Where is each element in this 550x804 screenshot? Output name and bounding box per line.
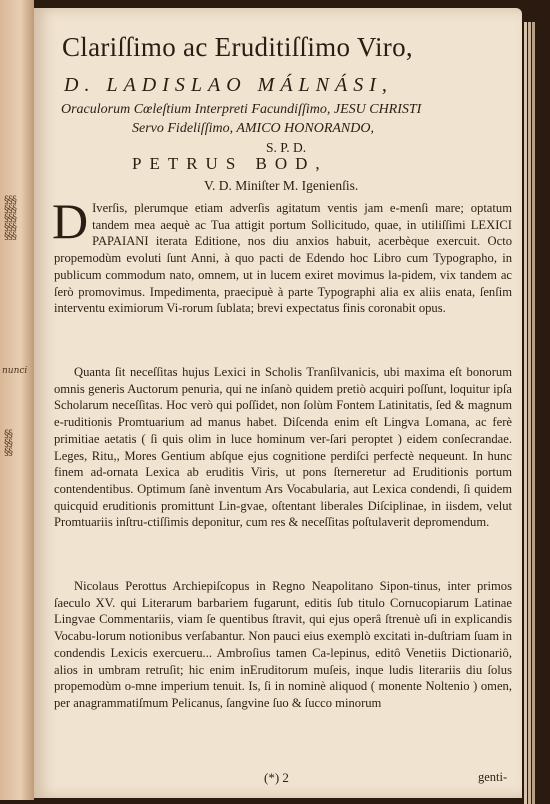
paragraph-text: Iverſis, plerumque etiam adverſis agitatum ventis jam e-menſi mare; optatum tandem mea aequè ac Tua attigit portum Sollicitudo, quae, in utiliſſimi LEXICI PAPAIANI iterata Editione, nos diu anxios habuit, acerbèque exercuit. Octo propemodùm evoluti ſunt Anni, à quo pacti de Edendo hoc Libro cum Typographo, in publicum commodum nato, omnem, ut in lucem exiret movimus la-pidem, vix tandem ac ſerò promovimus. Impedimenta, praecipuè à parte Typographi alia ex aliis enata, ſenſim interventu eximiorum Vi-rorum ſublata; brevi expectatus finis coronabit opus. <box>54 201 512 316</box>
paragraph <box>54 578 512 712</box>
page-edge <box>532 22 535 804</box>
recipient-description: Servo Fideliſſimo, AMICO HONORANDO, <box>132 121 374 136</box>
salutation: S. P. D. <box>266 140 307 155</box>
drop-cap: D <box>52 193 89 249</box>
left-page-edge <box>0 0 34 800</box>
recipient-name: D. LADISLAO MÁLNÁSI, <box>64 74 393 96</box>
sender-title: V. D. Miniſter M. Igenienſis. <box>204 178 359 193</box>
left-page-word: nunci <box>2 366 28 376</box>
book-page <box>34 8 522 798</box>
catchword: genti- <box>478 770 508 784</box>
page-edge <box>528 22 531 804</box>
recipient-description: Oraculorum Cœleſtium Interpreti Facundiſſimo, JESU CHRISTI <box>61 102 422 117</box>
ornament-icon: §§ §§ §§ <box>4 429 12 458</box>
paragraph-text: Quanta ſit neceſſitas hujus Lexici in Scholis Tranſilvanicis, ubi maxima eſt bonorum omnis generis Auctorum penuria, qui ne inſanò quidem pretiò acquiri poſſunt, loquitur ipſa Scholarum neceſſitas. Hoc verò qui poſſidet, non ſolùm Fontem Latinitatis, ſed & magnum e-ruditionis Promtuarium ad manus habet. Diſcenda enim eſt Lingva Lomana, ac ferè primitiae aetatis ( ſi quis olim in luce hominum ver-ſari peroptet ) eidem conſecrandae. Leges, Ritu,, Mores Gentium abſque ejus cognitione perdiſci perfectè nequeunt. In hunc finem ad-ornata Lexica ab eruditis Viris, ut pons ſterneretur ad Eruditionis portum contendentibus. Optimum ſanè inventum Ars Vocabularia, aut Lexica condendi, ſi quidem quicquid eruditionis promittunt Lin-gvae, oſtentant liberales Diſciplinae, in iisdem, velut Promtuariis inſtru-ctiſſimis deponitur, cum res & neceſſitas poſtulaverit depromendum. <box>54 365 512 530</box>
dedication-title: Clariſſimo ac Eruditiſſimo Viro, <box>62 32 413 62</box>
paragraph <box>52 193 512 317</box>
page-edge <box>524 22 527 804</box>
paragraph <box>54 364 512 531</box>
ornament-icon: §§§ §§§ §§§ §§§ §§§ <box>4 195 16 242</box>
paragraph-text: Nicolaus Perottus Archiepiſcopus in Regno Neapolitano Sipon-tinus, inter primos ſaeculo XV. qui Literarum barbariem fugarunt, editis ſub titulo Cornucopiarum Latinae Lingvae Commentariis, viam ſe quentibus ſtravit, qui ejus operâ ſtrenuè uſi in explicandis Vocabu-lorum notionibus verſabantur. Non pauci eius exemplò excitati in-duſtriam ſuam in condendis Lexicis exercueru... Ambroſius tamen Ca-lepinus, editô Venetiis Dictionariô, alios in umbram retruſit; hic enim inEruditorum muſeis, inque ludis literariis diu ſolus propemodùm o-mne imperium tenuit. Is, ſi in nominè aliquod ( monente Noltenio ) omen, per anagrammatiſmum Pelicanus, ſangvine ſuo & ſucco minorum <box>54 579 512 710</box>
signature-mark: (*) 2 <box>264 770 289 785</box>
sender-name: PETRUS BOD, <box>132 154 328 173</box>
